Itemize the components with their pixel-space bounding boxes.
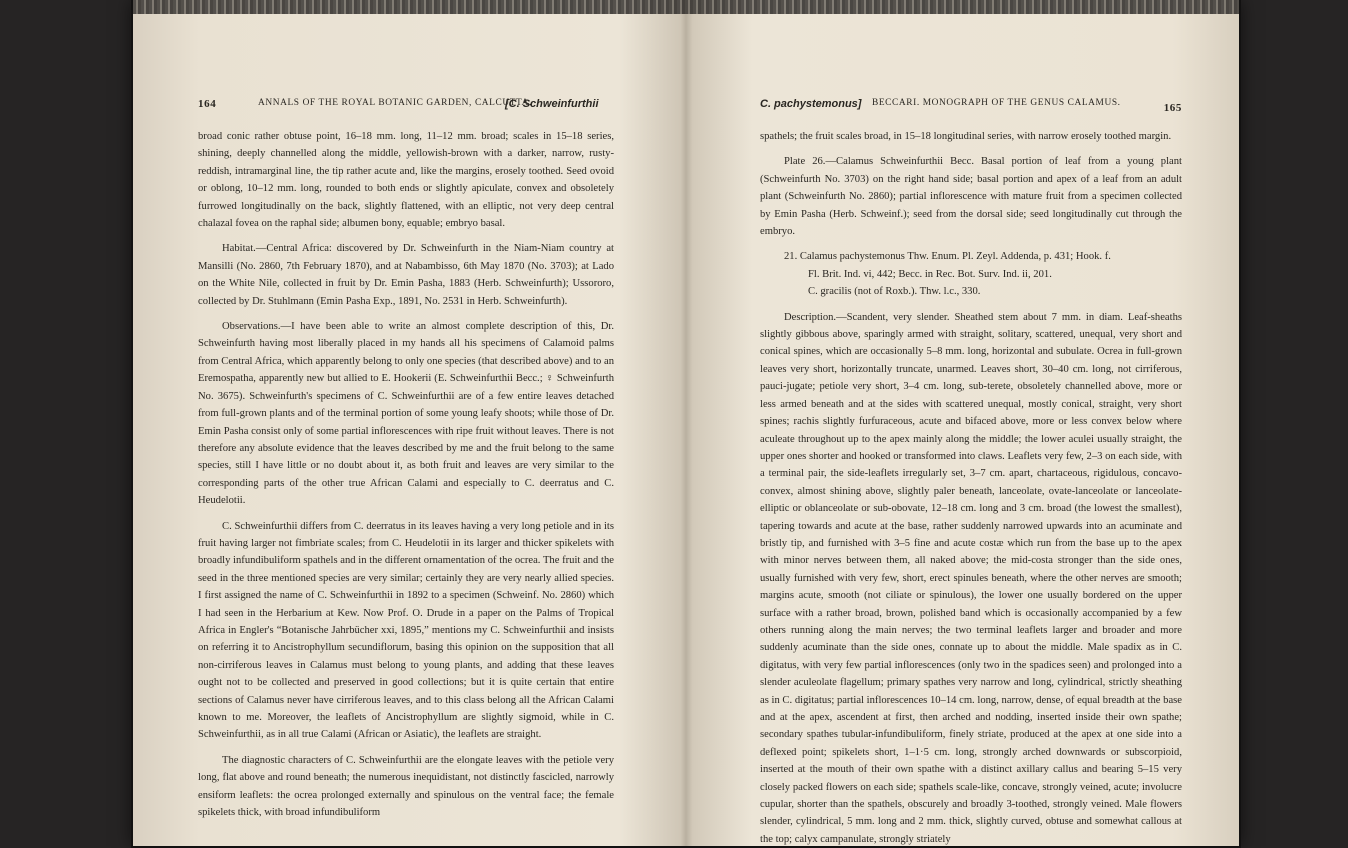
right-running-title: BECCARI. MONOGRAPH OF THE GENUS CALAMUS. — [872, 98, 1121, 108]
right-paragraph-intro: spathels; the fruit scales broad, in 15–18 longitudinal series, with narrow erosely toothed margin. — [760, 131, 1172, 142]
plate-caption: Plate 26.—Calamus Schweinfurthii Becc. Basal portion of leaf from a young plant (Schweinfurth No. 3703) on the right hand side; basal portion and apex of a leaf from an adult plant (Schweinfurth No. 2860); partial inflorescence with mature fruit from a specimen collected by Emin Pasha (Herb. Schweinf.); seed from the dorsal side; seed longitudinally cut through the embryo. — [760, 156, 1182, 238]
species-heading-line-2: Fl. Brit. Ind. vi, 442; Becc. in Rec. Bot. Surv. Ind. ii, 201. — [808, 268, 1052, 280]
left-running-species: [C. Schweinfurthii — [505, 98, 599, 110]
left-paragraph-diagnostic: The diagnostic characters of C. Schweinfurthii are the elongate leaves with the petiole very long, flat above and round beneath; the numerous inequidistant, not distinctly fascicled, narrowly ensiform leaflets: the ocrea prolonged externally and spinulous on the ventral face; the female spikelets thick, with broad infundibuliform — [198, 754, 614, 819]
left-paragraph-habitat: Habitat.—Central Africa: discovered by Dr. Schweinfurth in the Niam-Niam country at Mansilli (No. 2860, 7th February 1870), and at Nabambisso, 6th May 1870 (No. 3703); at Lado on the White Nile, collected in fruit by Dr. Emin Pasha, 1883 (Herb. Schweinfurth); Ussororo, collected by Dr. Stuhlmann (Emin Pasha Exp., 1891, No. 2531 in Herb. Schweinfurth). — [198, 243, 614, 307]
right-running-head — [760, 98, 1182, 114]
species-heading-line-1: 21. Calamus pachystemonus Thw. Enum. Pl. Zeyl. Addenda, p. 431; Hook. f. — [784, 251, 1111, 263]
right-page-text — [760, 128, 1182, 848]
left-running-head — [198, 98, 618, 114]
left-page-text — [198, 128, 614, 821]
left-running-title: ANNALS OF THE ROYAL BOTANIC GARDEN, CALCUTTA. — [258, 98, 532, 108]
right-page-number: 165 — [1163, 102, 1182, 114]
left-paragraph-1: broad conic rather obtuse point, 16–18 mm. long, 11–12 mm. broad; scales in 15–18 series, shining, deeply channelled along the middle, yellowish-brown with a darker, narrow, rusty-reddish, intramarginal line, the tip rather acute and, like the margins, erosely toothed. Seed ovoid or oblong, 10–12 mm. long, rounded to both ends or slightly apiculate, convex and obsoletely furrowed longitudinally on the back, slightly flattened, with an elliptic, not very deep central chalazal fovea on the raphal side; albumen bony, equable; embryo basal. — [198, 131, 614, 230]
species-description: Description.—Scandent, very slender. Sheathed stem about 7 mm. in diam. Leaf-sheaths slightly gibbous above, sparingly armed with straight, solitary, scattered, unequal, very short and conical spines, which are occasionally 5–8 mm. long, horizontal and subulate. Ocrea in full-grown leaves very short, horizontally truncate, unarmed. Leaves short, 30–40 cm. long, not cirriferous, pauci-jugate; petiole very short, 3–4 cm. long, sub-terete, obsoletely channelled above, more or less armed beneath and at the sides with scattered unequal, mostly conical, straight, very short spines; rachis slightly furfuraceous, acute and bifaced above, more or less convex below where aculeate throughout up to the apex mainly along the middle; the lower aculei usually straight, the upper ones shorter and hooked or transformed into claws. Leaflets very few, 2–3 on each side, with a terminal pair, the side-leaflets irregularly set, 3–7 cm. apart, chartaceous, rigidulous, concavo-convex, almost shining above, slightly paler beneath, lanceolate, ovate-lanceolate or lanceolate-elliptic or oblanceolate or sub-obovate, 12–18 cm. long and 3 cm. broad (the lowest the smallest), tapering towards and acute at the base, rather suddenly narrowed upwards into an acuminate and bristly tip, and furnished with 3–5 fine and acute costæ which run from the base up to the apex with minor nerves between them, all naked above; the mid-costa stronger than the side ones, usually furnished with very few, short, erect spinules beneath, where the other nerves are smooth; margins acute, smooth (not ciliate or spinulous), the lower one usually bordered on the upper surface with a rather broad, brown, polished band which is occasionally accompanied by a few others running along the main nerves; the two terminal leaflets larger and broader and more suddenly acuminate than the side ones, connate up to about the middle. Male spadix as in C. digitatus, with very few partial inflorescences (only two in the spadices seen) and prolonged into a slender aculeolate flagellum; primary spathes very narrow and long, cylindrical, strictly sheathing as in C. digitatus; partial inflorescences 10–14 cm. long, narrow, dense, of equal breadth at the base and at the apex, ascendent at first, then arched and nodding, inserted inside their own spathe; secondary spathes tubular-infundibuliform, finely striate, produced at the apex at one side into a deflexed point; spikelets short, 1–1·5 cm. long, strongly arched downwards or subscorpioid, inserted at the mouth of their own spathe with a distinct axillary callus and bearing 5–15 very closely packed flowers on each side; spathels scale-like, concave, strongly veined, acute; involucre cupular, shorter than the spathels, obscurely and broadly 3-toothed, strongly veined. Male flowers slender, cylindrical, 5 mm. long and 2 mm. thick, slightly curved, obtuse and somewhat callous at the top; calyx campanulate, strongly striately — [760, 311, 1182, 845]
right-running-species: C. pachystemonus] — [760, 98, 862, 110]
species-synonym: C. gracilis (not of Roxb.). Thw. l.c., 330. — [808, 286, 981, 298]
left-paragraph-observations: Observations.—I have been able to write an almost complete description of this, Dr. Schweinfurth having most liberally placed in my hands all his specimens of Calamoid palms from Central Africa, which apparently belong to only one species (that described above) and to an Eremospatha, apparently new but allied to E. Hookerii (E. Schweinfurthii Becc.; ♀ Schweinfurth No. 3675). Schweinfurth's specimens of C. Schweinfurthii are of a few entire leaves detached from full-grown plants and of the terminal portion of some young leafy shoots; while those of Dr. Emin Pasha consist only of some partial inflorescences with ripe fruit without leaves. There is not therefore any absolute evidence that the leaves described by me and the fruit belong to the same species, still I have little or no doubt about it, as both fruit and leaves are very similar to the corresponding parts of the other true African Calami and especially to C. deerratus and C. Heudelotii. — [198, 321, 614, 507]
left-paragraph-comparison: C. Schweinfurthii differs from C. deerratus in its leaves having a very long petiole and in its fruit having larger not fimbriate scales; from C. Heudelotii in its larger and thicker spikelets with broadly infundibuliform spathels and in the different ornamentation of the ocrea. The fruit and the seed in the three mentioned species are very similar; certainly they are very nearly allied species. I first assigned the name of C. Schweinfurthii in 1892 to a specimen (Schweinf. No. 2860) which I had seen in the Herbarium at Kew. Now Prof. O. Drude in a paper on the Palms of Tropical Africa in Engler's “Botanische Jahrbücher xxi, 1895,” mentions my C. Schweinfurthii and insists on referring it to Ancistrophyllum secundiflorum, basing this opinion on the supposition that all non-cirriferous leaves in Calamus must belong to young plants, and adding that these leaves ought not to be collected and preserved in good collections; but it is quite certain that entire sections of Calamus never have cirriferous leaves, and to this class belong all the African Calami known to me. Moreover, the leaflets of Ancistrophyllum are slightly sigmoid, while in C. Schweinfurthii, as in all true Calami (African or Asiatic), the leaflets are straight. — [198, 520, 614, 741]
left-page-number: 164 — [198, 98, 217, 110]
page-edges — [133, 0, 1239, 14]
species-heading — [760, 248, 1182, 300]
